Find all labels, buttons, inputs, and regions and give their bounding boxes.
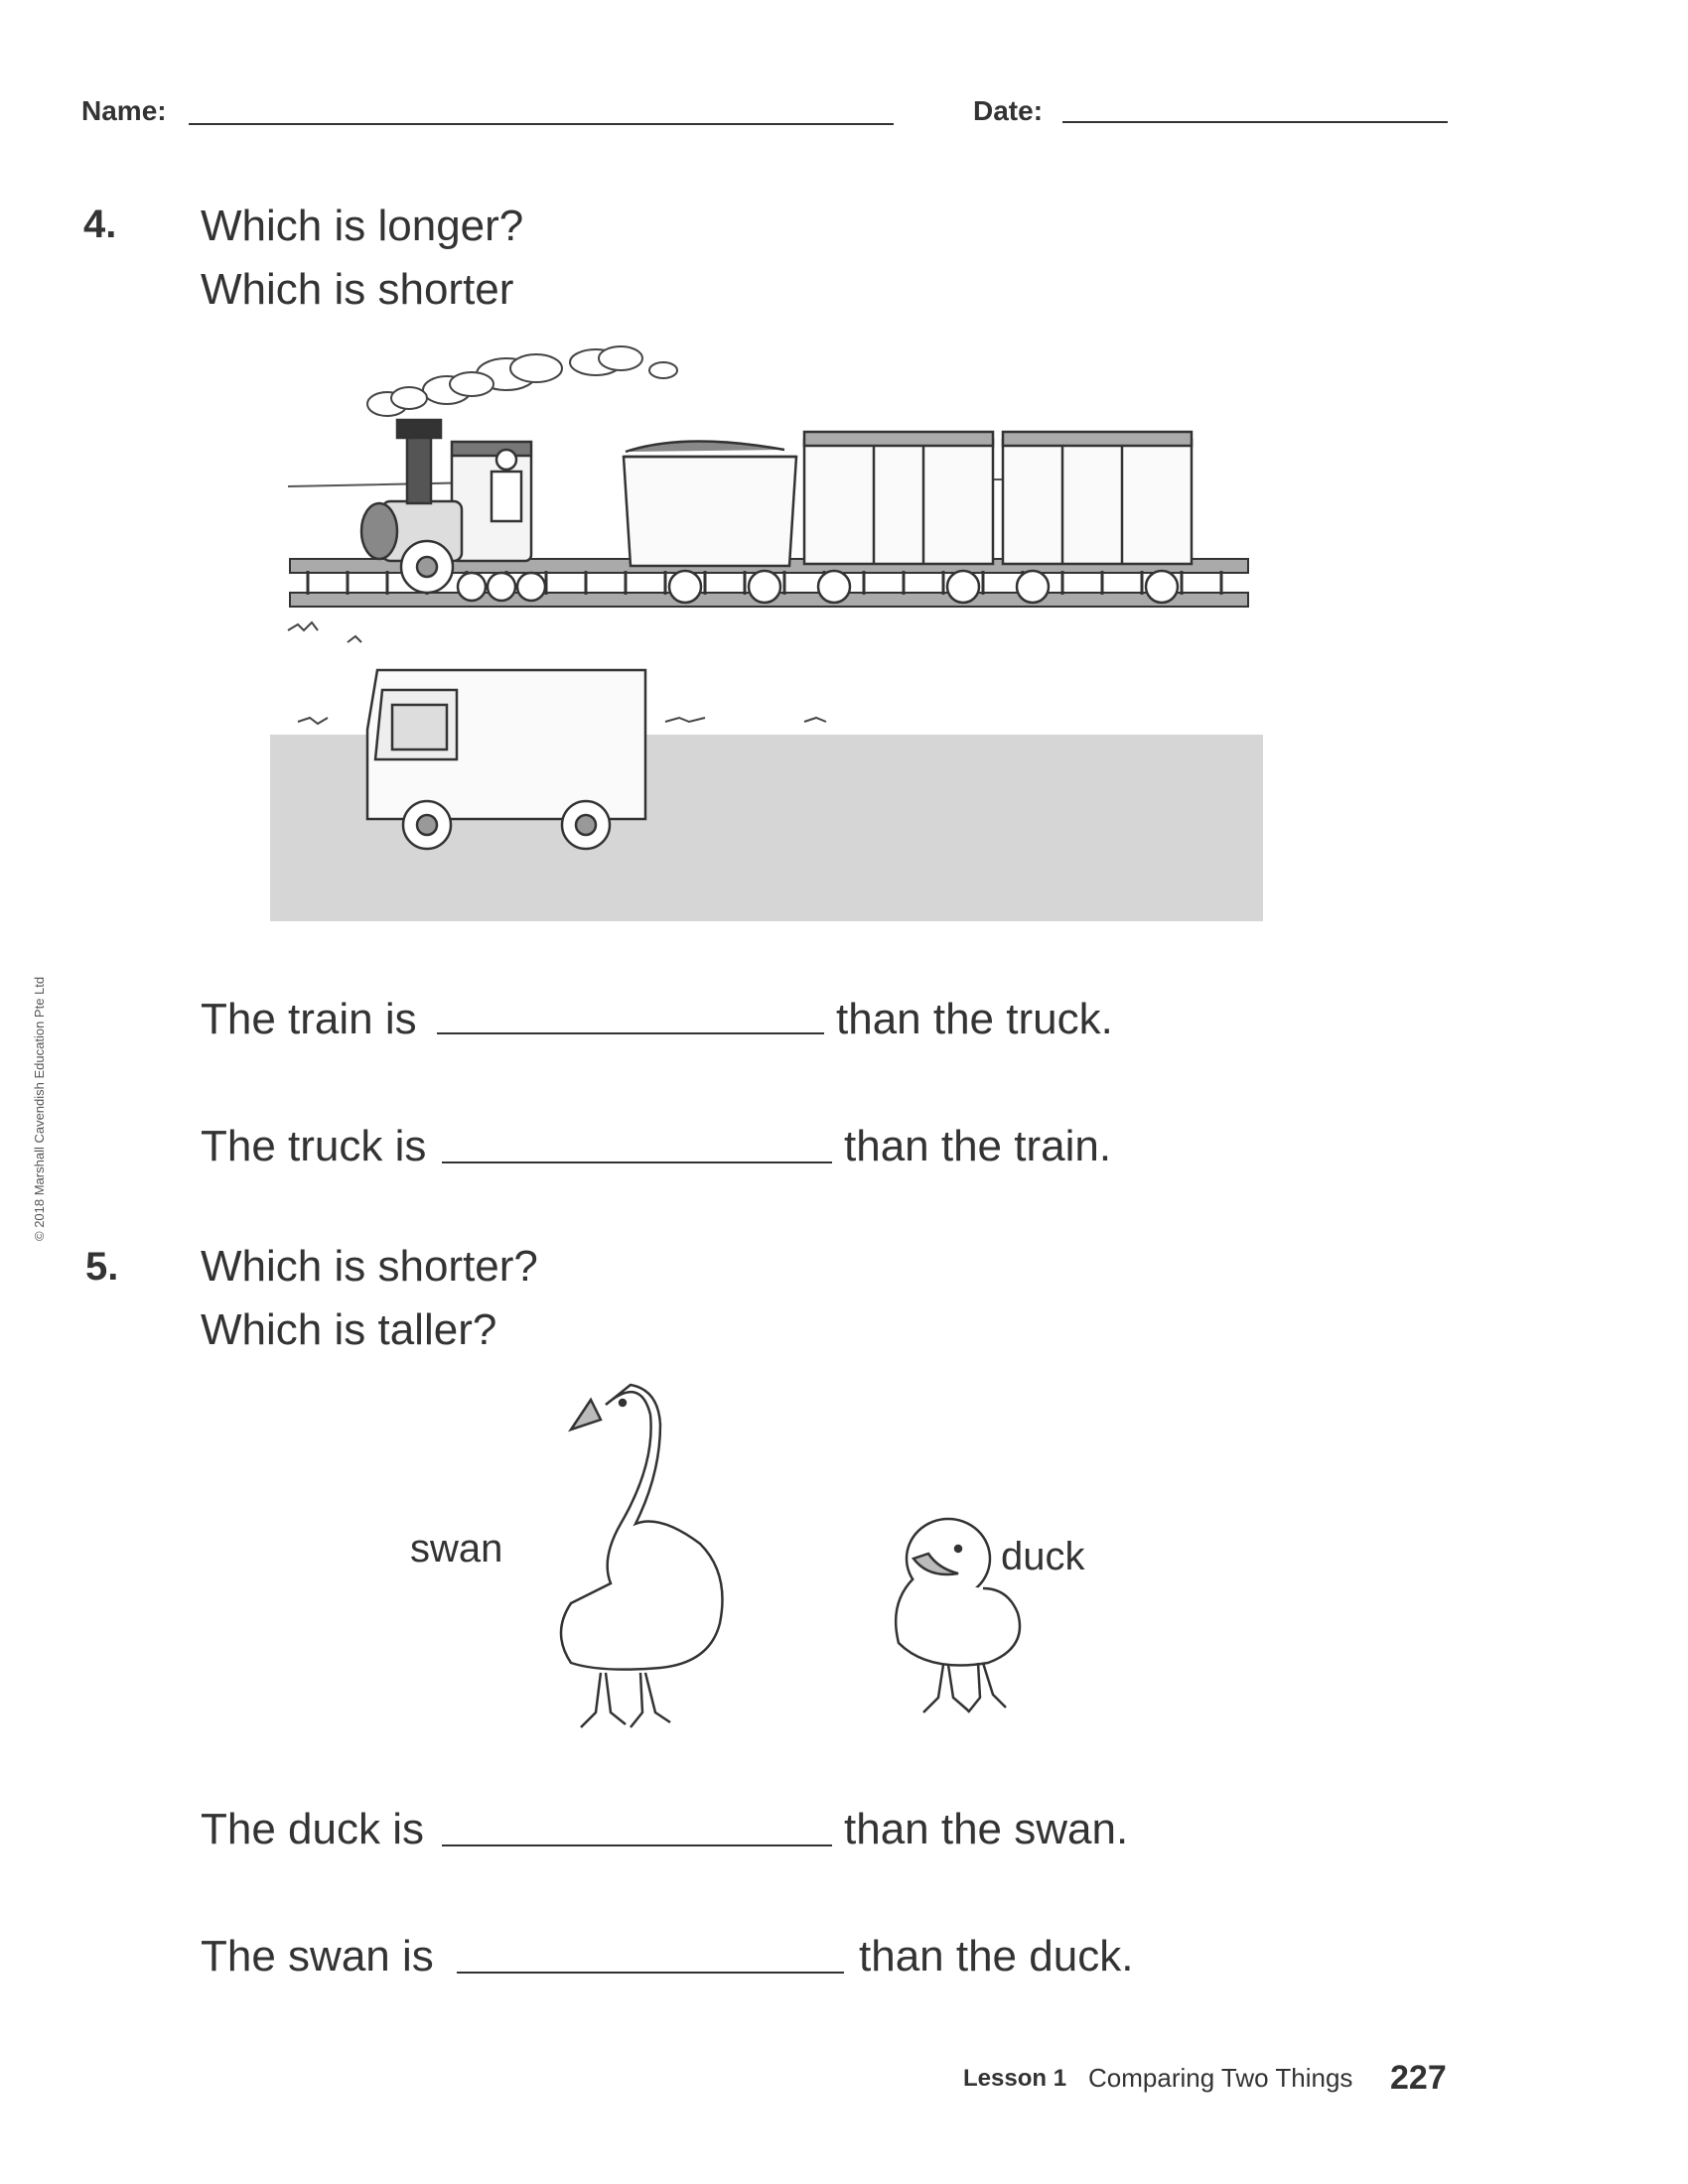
q5-sentence-1-end: than the swan. (844, 1805, 1129, 1853)
footer-lesson: Lesson 1 (963, 2065, 1067, 2092)
date-line[interactable] (1062, 121, 1448, 123)
swan-label: swan (410, 1527, 503, 1570)
q4-answer-2-blank[interactable] (442, 1161, 832, 1163)
date-label: Date: (973, 95, 1044, 126)
name-label: Name: (81, 95, 167, 126)
page-number: 227 (1390, 2059, 1447, 2097)
question-5-number: 5. (85, 1245, 119, 1289)
q4-sentence-1-start: The train is (201, 995, 417, 1043)
q5-sentence-2-end: than the duck. (859, 1932, 1134, 1980)
box-wagon-1 (804, 432, 993, 603)
q4-answer-1-blank[interactable] (437, 1032, 824, 1034)
q5-sentence-1-start: The duck is (201, 1805, 424, 1853)
coal-wagon (624, 441, 796, 603)
smoke-clouds (367, 346, 677, 416)
q5-answer-2-blank[interactable] (457, 1972, 844, 1974)
swan-duck-illustration (531, 1375, 1048, 1742)
question-4-line-1: Which is longer? (201, 202, 524, 250)
q4-sentence-2-start: The truck is (201, 1122, 427, 1170)
footer-title: Comparing Two Things (1088, 2063, 1353, 2093)
q4-sentence-2-end: than the train. (844, 1122, 1112, 1170)
copyright-notice: © 2018 Marshall Cavendish Education Pte Ltd (32, 976, 47, 1241)
name-line[interactable] (189, 123, 894, 125)
swan-drawing (561, 1385, 723, 1727)
q4-sentence-1-end: than the truck. (836, 995, 1113, 1043)
q5-answer-1-blank[interactable] (442, 1844, 832, 1846)
duck-label: duck (1001, 1535, 1085, 1578)
question-4-line-2: Which is shorter (201, 265, 514, 314)
train-truck-illustration (268, 333, 1266, 923)
question-5-line-1: Which is shorter? (201, 1242, 538, 1291)
question-5-line-2: Which is taller? (201, 1305, 497, 1354)
question-4-text (201, 195, 523, 322)
question-5-text (201, 1235, 538, 1362)
question-4-number: 4. (83, 203, 117, 246)
q5-sentence-2-start: The swan is (201, 1932, 434, 1980)
box-wagon-2 (1003, 432, 1192, 603)
